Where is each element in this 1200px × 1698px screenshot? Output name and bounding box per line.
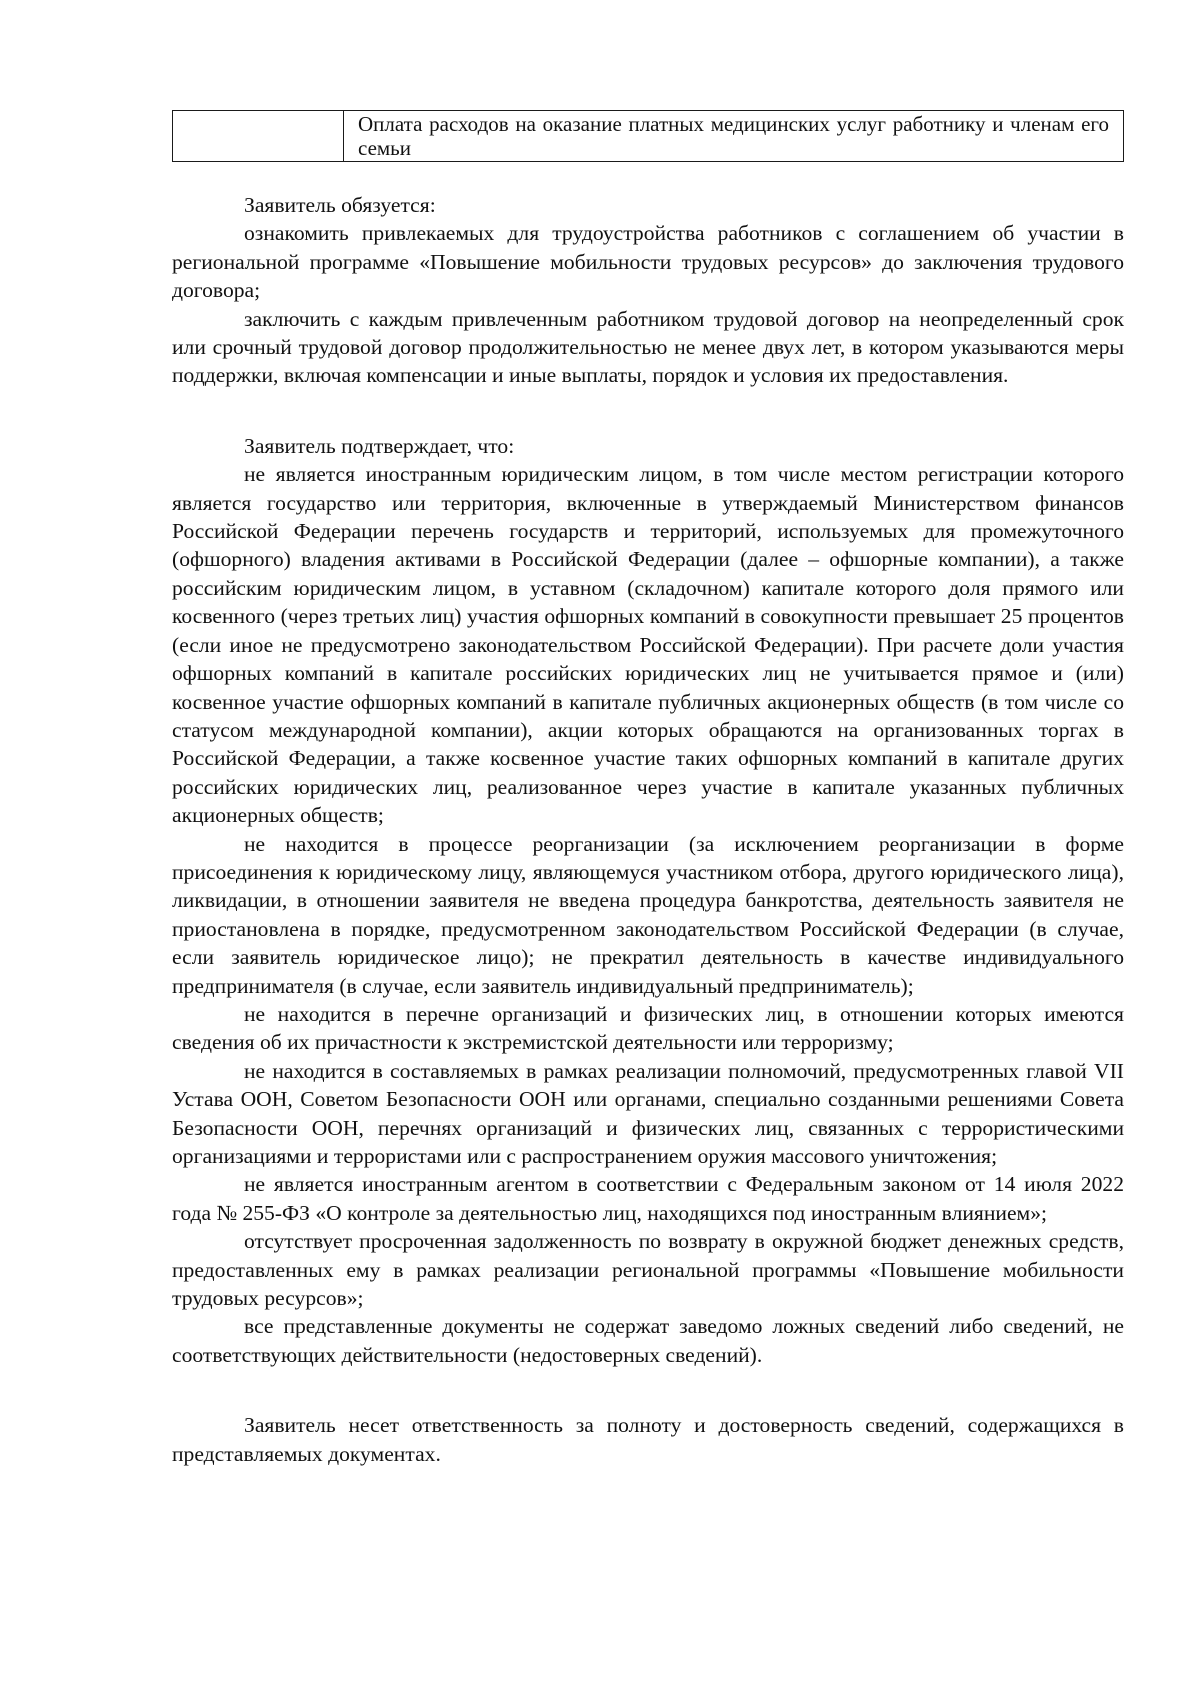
confirmation-item: отсутствует просроченная задолженность по возврату в окружной бюджет денежных средств, предоставленных ему в рамках реализации региональной программы «Повышение мобильности трудовых ресурсов»; [172,1229,1124,1311]
confirmation-item: не находится в перечне организаций и физических лиц, в отношении которых имеются сведения об их причастности к экстремистской деятельности или терроризму; [172,1001,1124,1055]
responsibility-section [172,1411,1124,1468]
obligations-heading: Заявитель обязуется: [244,193,436,217]
obligations-section [172,191,1124,390]
table-cell-empty [173,111,344,161]
obligation-item: ознакомить привлекаемых для трудоустройства работников с соглашением об участии в региональной программе «Повышение мобильности трудовых ресурсов» до заключения трудового договора; [172,221,1124,303]
responsibility-statement: Заявитель несет ответственность за полноту и достоверность сведений, содержащихся в представляемых документах. [172,1413,1124,1466]
confirmation-item: не находится в составляемых в рамках реализации полномочий, предусмотренных главой VII Устава ООН, Советом Безопасности ООН или органами, специально созданными решениями Совета Безопасности ООН, перечнях организаций и физических лиц, связанных с террористическими организациями и террористами или с распространением оружия массового уничтожения; [172,1058,1124,1168]
confirmations-section [172,432,1124,1369]
confirmation-item: все представленные документы не содержат заведомо ложных сведений либо сведений, не соответствующих действительности (недостоверных сведений). [172,1314,1124,1367]
table-cell-description: Оплата расходов на оказание платных медицинских услуг работнику и членам его семьи [358,112,1109,160]
confirmation-item: не является иностранным юридическим лицом, в том числе местом регистрации которого является государство или территория, включенные в утверждаемый Министерством финансов Российской Федерации перечень государств и территорий, используемых для промежуточного (офшорного) владения активами в Российской Федерации (далее – офшорные компании), а также российским юридическим лицом, в уставном (складочном) капитале которого доля прямого или косвенного (через третьих лиц) участия офшорных компаний в совокупности превышает 25 процентов (если иное не предусмотрено законодательством Российской Федерации). При расчете доли участия офшорных компаний в капитале российских юридических лиц не учитывается прямое и (или) косвенное участие офшорных компаний в капитале публичных акционерных обществ (в том числе со статусом международной компании), акции которых обращаются на организованных торгах в Российской Федерации, а также косвенное участие таких офшорных компаний в капитале других российских юридических лиц, реализованное через участие в капитале указанных публичных акционерных обществ; [172,462,1124,828]
document-page [172,110,1124,1468]
confirmation-item: не является иностранным агентом в соответствии с Федеральным законом от 14 июля 2022 года № 255-ФЗ «О контроле за деятельностью лиц, находящихся под иностранным влиянием»; [172,1172,1124,1225]
confirmation-item: не находится в процессе реорганизации (за исключением реорганизации в форме присоединения к юридическому лицу, являющемуся участником отбора, другого юридического лица), ликвидации, в отношении заявителя не введена процедура банкротства, деятельность заявителя не приостановлена в порядке, предусмотренном законодательством Российской Федерации (в случае, если заявитель юридическое лицо); не прекратил деятельность в качестве индивидуального предпринимателя (в случае, если заявитель индивидуальный предприниматель); [172,831,1124,998]
confirmations-heading: Заявитель подтверждает, что: [244,433,515,458]
obligation-item: заключить с каждым привлеченным работником трудовой договор на неопределенный срок или срочный трудовой договор продолжительностью не менее двух лет, в котором указываются меры поддержки, включая компенсации и иные выплаты, порядок и условия их предоставления. [172,306,1124,388]
expenses-table-row [172,110,1124,162]
